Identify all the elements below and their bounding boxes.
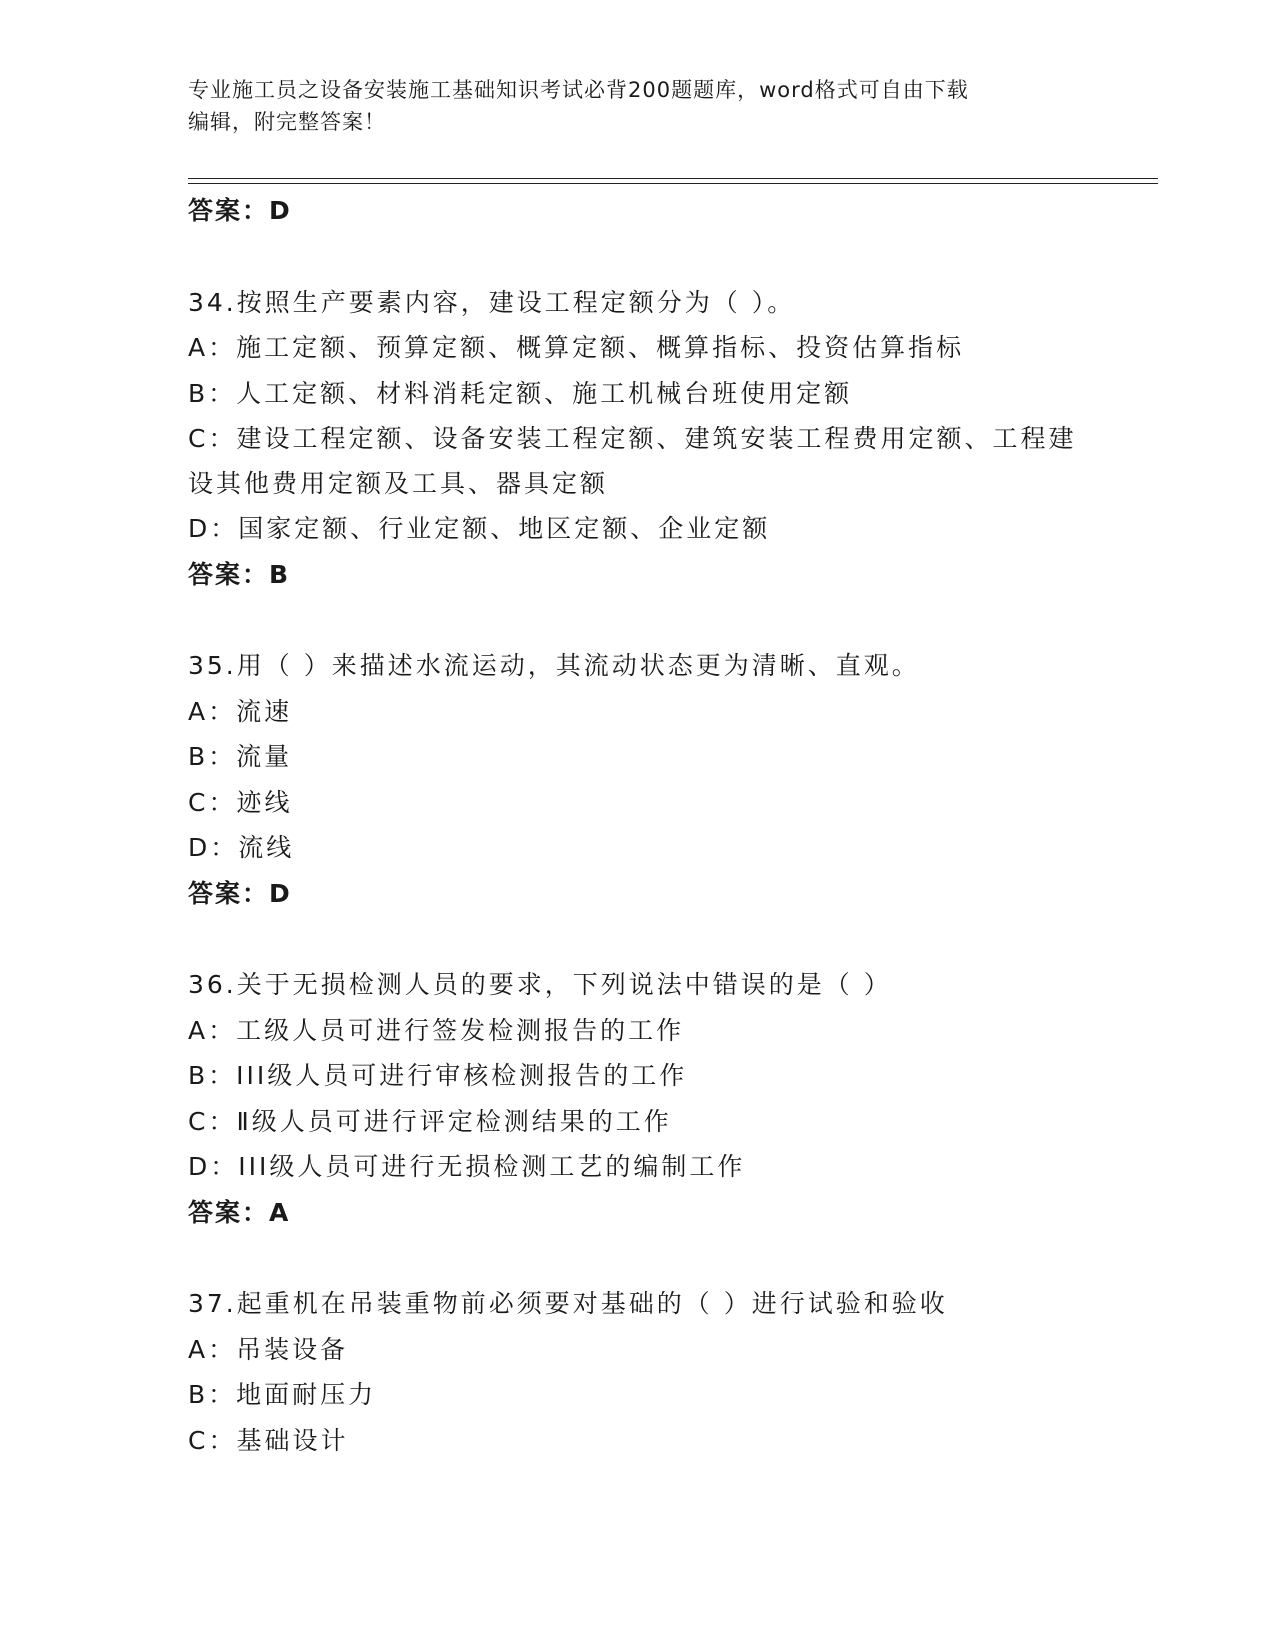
question-stem: 34.按照生产要素内容，建设工程定额分为（ ）。	[188, 287, 796, 317]
question-34	[188, 280, 1088, 598]
answer-label: 答案：D	[188, 878, 292, 908]
option-b: B：地面耐压力	[188, 1380, 377, 1409]
header-line-2: 编辑，附完整答案！	[188, 110, 386, 134]
header-line-1: 专业施工员之设备安装施工基础知识考试必背200题题库，word格式可自由下载	[188, 78, 969, 102]
question-35	[188, 643, 1088, 916]
option-b: B：流量	[188, 742, 293, 771]
option-a: A：吊装设备	[188, 1334, 349, 1364]
option-c: C：建设工程定额、设备安装工程定额、建筑安装工程费用定额、工程建设其他费用定额及工具、器具定额	[188, 424, 1077, 498]
option-c: C：迹线	[188, 787, 293, 817]
option-d: D：III级人员可进行无损检测工艺的编制工作	[188, 1152, 746, 1181]
question-37	[188, 1281, 1088, 1463]
header-divider-top	[188, 178, 1158, 179]
option-b: B：III级人员可进行审核检测报告的工作	[188, 1061, 688, 1090]
spacer	[188, 597, 1088, 643]
spacer	[188, 916, 1088, 962]
spacer	[188, 1235, 1088, 1281]
question-stem: 35.用（ ）来描述水流运动，其流动状态更为清晰、直观。	[188, 651, 920, 680]
option-b: B：人工定额、材料消耗定额、施工机械台班使用定额	[188, 378, 853, 408]
header-divider-bottom	[188, 183, 1158, 184]
document-header	[188, 74, 1088, 138]
option-a: A：工级人员可进行签发检测报告的工作	[188, 1015, 685, 1045]
spacer	[188, 234, 1088, 280]
answer-label: 答案：A	[188, 1197, 291, 1227]
option-d: D：国家定额、行业定额、地区定额、企业定额	[188, 514, 771, 543]
option-c: C：基础设计	[188, 1425, 349, 1455]
option-d: D：流线	[188, 833, 295, 862]
question-stem: 37.起重机在吊装重物前必须要对基础的（ ）进行试验和验收	[188, 1289, 948, 1318]
answer-label: 答案：B	[188, 559, 291, 589]
question-list	[188, 188, 1088, 1463]
question-stem: 36.关于无损检测人员的要求，下列说法中错误的是（ ）	[188, 970, 892, 999]
question-36	[188, 962, 1088, 1235]
option-a: A：施工定额、预算定额、概算定额、概算指标、投资估算指标	[188, 333, 965, 362]
option-c: C：Ⅱ级人员可进行评定检测结果的工作	[188, 1106, 672, 1136]
option-a: A：流速	[188, 696, 293, 726]
answer-label: 答案：D	[188, 196, 292, 225]
